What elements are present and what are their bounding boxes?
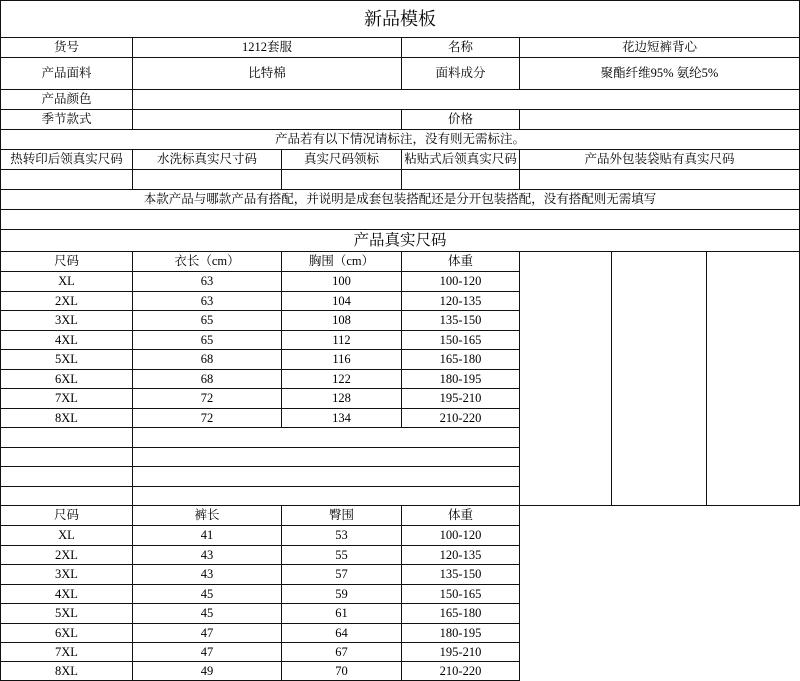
top-6xl-chest-cell[interactable]: 122 [282, 370, 402, 389]
top-empty-row-2-size-cell[interactable] [1, 448, 133, 467]
top-empty-row-2-measure-cell[interactable] [133, 448, 520, 467]
bottom-size-extra-area [520, 506, 800, 681]
top-header-length: 衣长（cm） [133, 252, 282, 272]
top-8xl-length-cell[interactable]: 72 [133, 409, 282, 428]
bottom-header-size: 尺码 [1, 506, 133, 526]
composition-value[interactable]: 聚酯纤维95% 氨纶5% [520, 58, 800, 90]
top-8xl-size-cell[interactable]: 8XL [1, 409, 133, 428]
top-2xl-weight-cell[interactable]: 120-135 [402, 292, 520, 311]
top-4xl-chest-cell[interactable]: 112 [282, 331, 402, 350]
top-2xl-size-cell[interactable]: 2XL [1, 292, 133, 311]
top-5xl-weight-cell[interactable]: 165-180 [402, 350, 520, 370]
color-label: 产品颜色 [1, 90, 133, 110]
bottom-3xl-size-cell[interactable]: 3XL [1, 565, 133, 585]
top-7xl-chest-cell[interactable]: 128 [282, 389, 402, 409]
label-header-heat-transfer: 热转印后领真实尺码 [1, 150, 133, 170]
bottom-xl-pants-length-cell[interactable]: 41 [133, 526, 282, 546]
product-name-value[interactable]: 花边短裤背心 [520, 38, 800, 58]
bottom-2xl-size-cell[interactable]: 2XL [1, 546, 133, 565]
bottom-5xl-size-cell[interactable]: 5XL [1, 604, 133, 624]
top-size-extra-column-f[interactable] [612, 252, 707, 506]
product-name-label: 名称 [402, 38, 520, 58]
top-7xl-length-cell[interactable]: 72 [133, 389, 282, 409]
top-4xl-size-cell[interactable]: 4XL [1, 331, 133, 350]
fabric-label: 产品面料 [1, 58, 133, 90]
bottom-4xl-weight-cell[interactable]: 150-165 [402, 585, 520, 604]
label-header-package: 产品外包装袋贴有真实尺码 [520, 150, 800, 170]
matching-notice: 本款产品与哪款产品有搭配，并说明是成套包装搭配还是分开包装搭配，没有搭配则无需填写 [1, 190, 800, 210]
label-header-wash-label: 水洗标真实尺寸码 [133, 150, 282, 170]
bottom-8xl-weight-cell[interactable]: 210-220 [402, 662, 520, 681]
bottom-4xl-size-cell[interactable]: 4XL [1, 585, 133, 604]
bottom-6xl-weight-cell[interactable]: 180-195 [402, 624, 520, 643]
top-empty-row-3-measure-cell[interactable] [133, 467, 520, 487]
bottom-header-pants-length: 裤长 [133, 506, 282, 526]
label-notice: 产品若有以下情况请标注，没有则无需标注。 [1, 130, 800, 150]
label-value-sticker[interactable] [402, 170, 520, 190]
fabric-value[interactable]: 比特棉 [133, 58, 402, 90]
top-size-extra-column-e[interactable] [520, 252, 612, 506]
bottom-xl-hip-cell[interactable]: 53 [282, 526, 402, 546]
matching-value[interactable] [1, 210, 800, 230]
composition-label: 面料成分 [402, 58, 520, 90]
top-6xl-size-cell[interactable]: 6XL [1, 370, 133, 389]
top-xl-length-cell[interactable]: 63 [133, 272, 282, 292]
top-8xl-chest-cell[interactable]: 134 [282, 409, 402, 428]
top-2xl-length-cell[interactable]: 63 [133, 292, 282, 311]
bottom-7xl-pants-length-cell[interactable]: 47 [133, 643, 282, 662]
top-3xl-chest-cell[interactable]: 108 [282, 311, 402, 331]
bottom-xl-weight-cell[interactable]: 100-120 [402, 526, 520, 546]
top-4xl-length-cell[interactable]: 65 [133, 331, 282, 350]
bottom-6xl-size-cell[interactable]: 6XL [1, 624, 133, 643]
label-value-wash-label[interactable] [133, 170, 282, 190]
color-value[interactable] [133, 90, 800, 110]
top-header-size: 尺码 [1, 252, 133, 272]
top-5xl-length-cell[interactable]: 68 [133, 350, 282, 370]
top-xl-size-cell[interactable]: XL [1, 272, 133, 292]
label-value-size-tag[interactable] [282, 170, 402, 190]
bottom-2xl-pants-length-cell[interactable]: 43 [133, 546, 282, 565]
top-empty-row-4-measure-cell[interactable] [133, 487, 520, 506]
season-label: 季节款式 [1, 110, 133, 130]
label-header-sticker: 粘贴式后领真实尺码 [402, 150, 520, 170]
bottom-2xl-weight-cell[interactable]: 120-135 [402, 546, 520, 565]
bottom-7xl-size-cell[interactable]: 7XL [1, 643, 133, 662]
top-empty-row-4-size-cell[interactable] [1, 487, 133, 506]
bottom-6xl-pants-length-cell[interactable]: 47 [133, 624, 282, 643]
bottom-3xl-weight-cell[interactable]: 135-150 [402, 565, 520, 585]
label-value-heat-transfer[interactable] [1, 170, 133, 190]
bottom-4xl-hip-cell[interactable]: 59 [282, 585, 402, 604]
bottom-3xl-pants-length-cell[interactable]: 43 [133, 565, 282, 585]
top-7xl-weight-cell[interactable]: 195-210 [402, 389, 520, 409]
top-header-chest: 胸围（cm） [282, 252, 402, 272]
label-value-package[interactable] [520, 170, 800, 190]
top-empty-row-3-size-cell[interactable] [1, 467, 133, 487]
top-2xl-chest-cell[interactable]: 104 [282, 292, 402, 311]
bottom-8xl-size-cell[interactable]: 8XL [1, 662, 133, 681]
bottom-7xl-hip-cell[interactable]: 67 [282, 643, 402, 662]
price-value[interactable] [520, 110, 800, 130]
price-label: 价格 [402, 110, 520, 130]
top-8xl-weight-cell[interactable]: 210-220 [402, 409, 520, 428]
template-title: 新品模板 [1, 1, 800, 38]
top-empty-row-1-measure-cell[interactable] [133, 428, 520, 448]
bottom-7xl-weight-cell[interactable]: 195-210 [402, 643, 520, 662]
bottom-header-weight: 体重 [402, 506, 520, 526]
top-size-extra-column-g[interactable] [707, 252, 800, 506]
top-xl-weight-cell[interactable]: 100-120 [402, 272, 520, 292]
item-no-label: 货号 [1, 38, 133, 58]
top-5xl-chest-cell[interactable]: 116 [282, 350, 402, 370]
bottom-5xl-pants-length-cell[interactable]: 45 [133, 604, 282, 624]
bottom-header-hip: 臀围 [282, 506, 402, 526]
top-7xl-size-cell[interactable]: 7XL [1, 389, 133, 409]
label-header-size-tag: 真实尺码领标 [282, 150, 402, 170]
top-6xl-length-cell[interactable]: 68 [133, 370, 282, 389]
item-no-value[interactable]: 1212套服 [133, 38, 402, 58]
top-3xl-size-cell[interactable]: 3XL [1, 311, 133, 331]
top-5xl-size-cell[interactable]: 5XL [1, 350, 133, 370]
bottom-5xl-weight-cell[interactable]: 165-180 [402, 604, 520, 624]
season-value[interactable] [133, 110, 402, 130]
bottom-xl-size-cell[interactable]: XL [1, 526, 133, 546]
top-empty-row-1-size-cell[interactable] [1, 428, 133, 448]
top-4xl-weight-cell[interactable]: 150-165 [402, 331, 520, 350]
bottom-4xl-pants-length-cell[interactable]: 45 [133, 585, 282, 604]
bottom-5xl-hip-cell[interactable]: 61 [282, 604, 402, 624]
bottom-8xl-hip-cell[interactable]: 70 [282, 662, 402, 681]
top-header-weight: 体重 [402, 252, 520, 272]
top-3xl-weight-cell[interactable]: 135-150 [402, 311, 520, 331]
top-3xl-length-cell[interactable]: 65 [133, 311, 282, 331]
top-6xl-weight-cell[interactable]: 180-195 [402, 370, 520, 389]
bottom-8xl-pants-length-cell[interactable]: 49 [133, 662, 282, 681]
size-section-title: 产品真实尺码 [1, 230, 800, 252]
top-xl-chest-cell[interactable]: 100 [282, 272, 402, 292]
bottom-6xl-hip-cell[interactable]: 64 [282, 624, 402, 643]
bottom-3xl-hip-cell[interactable]: 57 [282, 565, 402, 585]
bottom-2xl-hip-cell[interactable]: 55 [282, 546, 402, 565]
